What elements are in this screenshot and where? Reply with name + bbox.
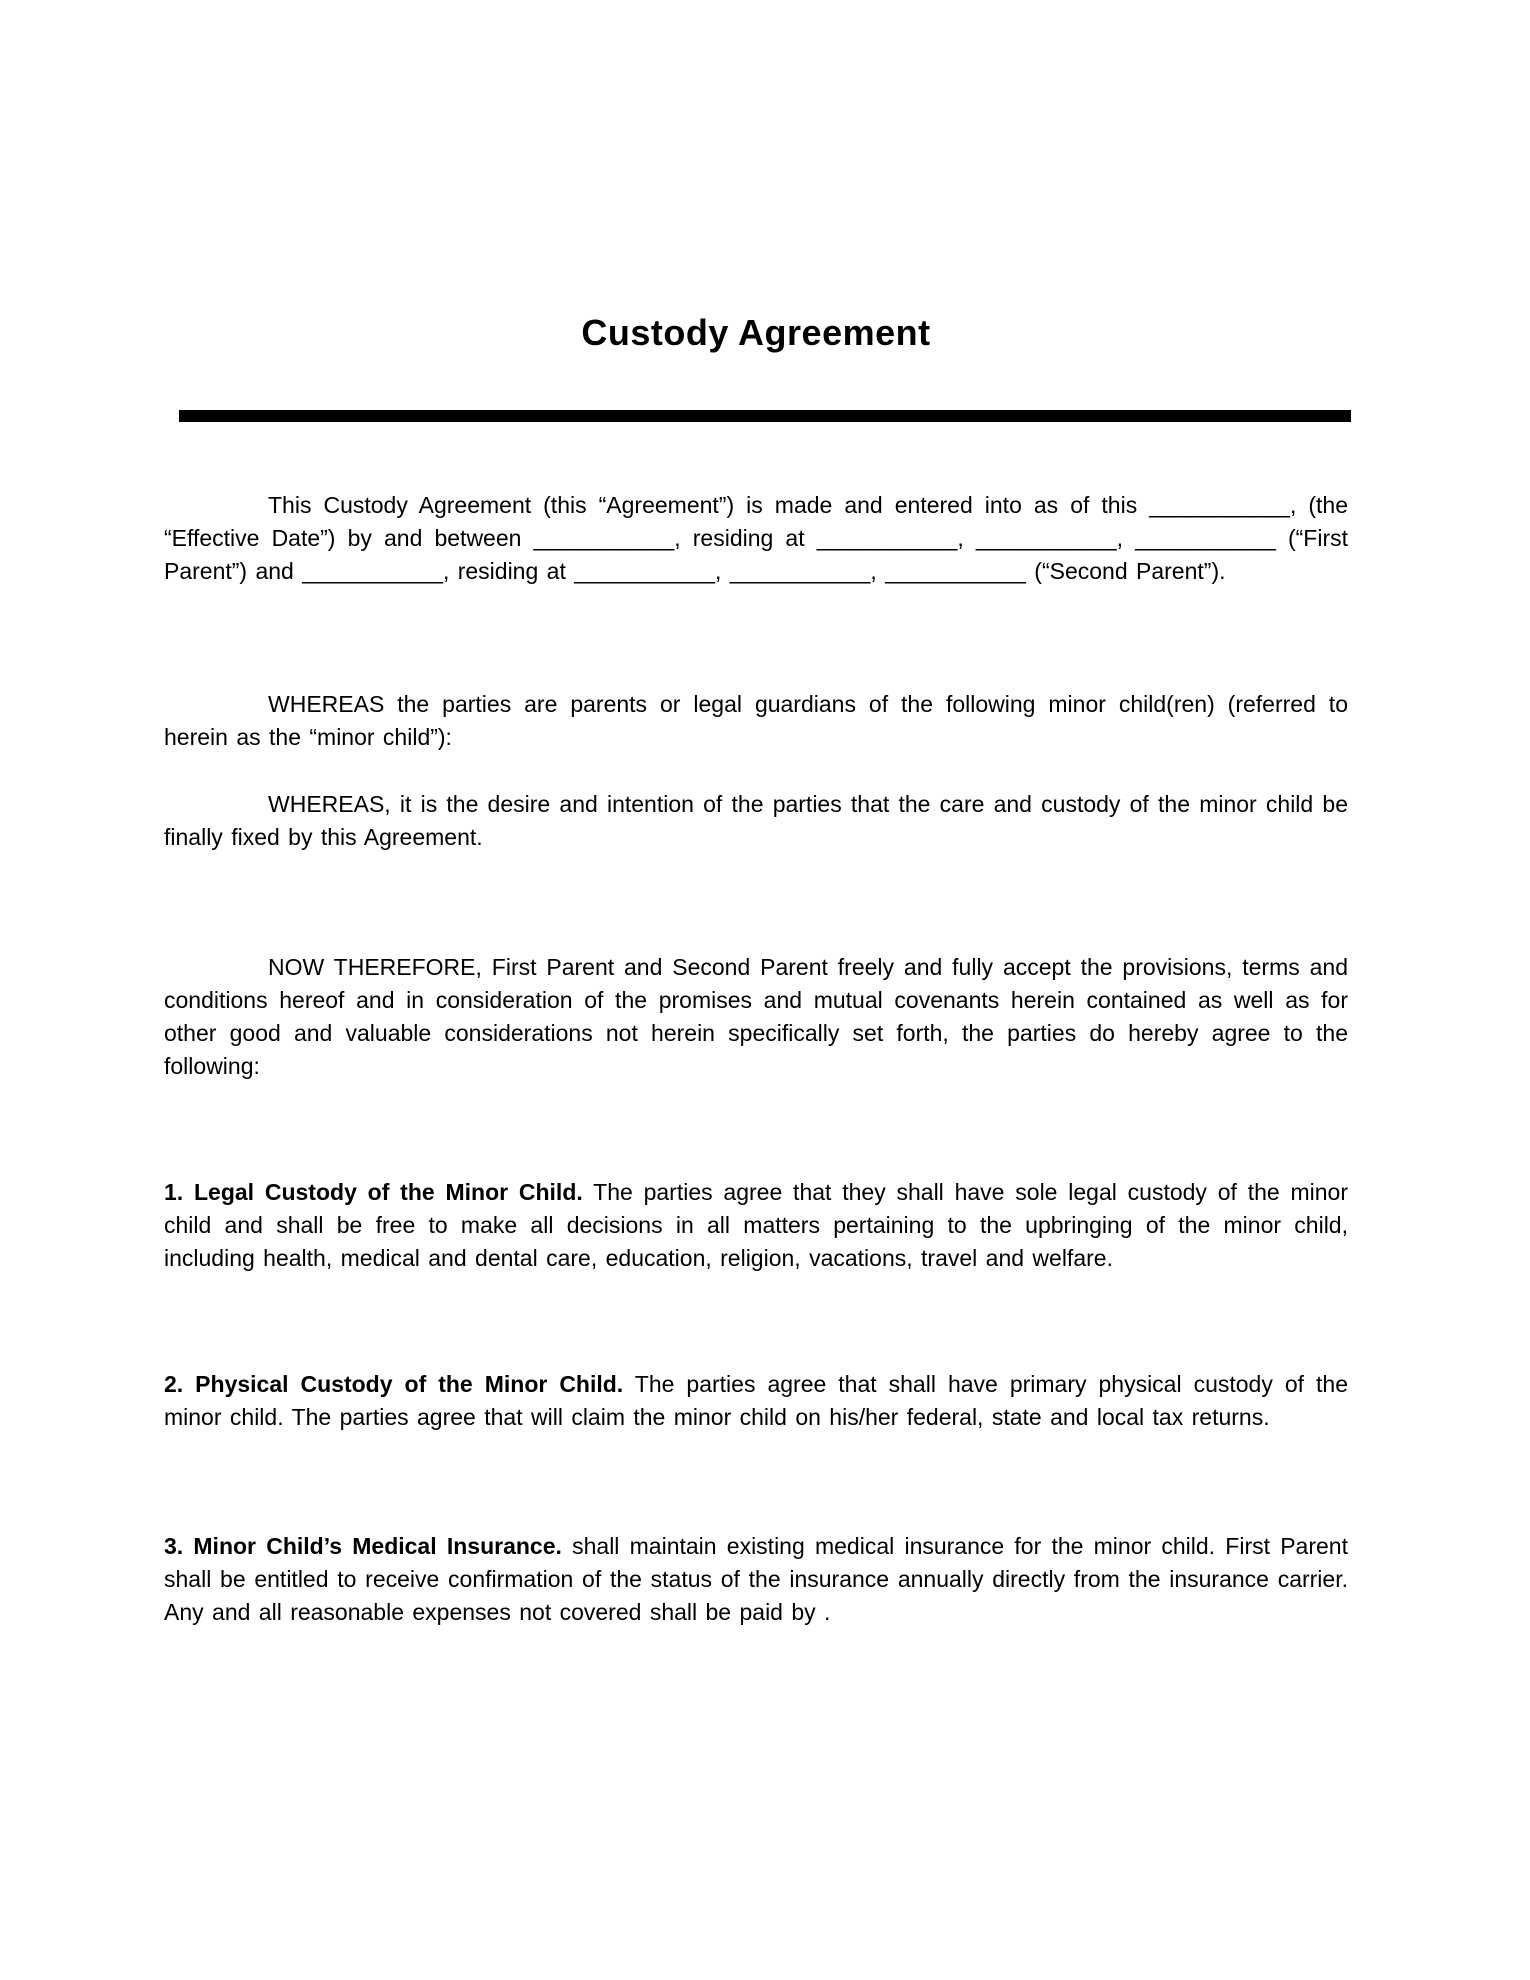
recital-paragraph-1: WHEREAS the parties are parents or legal guardians of the following minor child(ren) (referred to herein as the “minor child”):: [164, 691, 1348, 750]
section-3-paragraph: [164, 1530, 1348, 1629]
recital-paragraph-2: WHEREAS, it is the desire and intention of the parties that the care and custody of the minor child be finally fixed by this Agreement.: [164, 791, 1348, 850]
section-1-heading: 1. Legal Custody of the Minor Child.: [164, 1179, 583, 1205]
section-2-paragraph: [164, 1368, 1348, 1434]
section-3-body: shall maintain existing medical insurance for the minor child. First Parent shall be entitled to receive confirmation of the status of the insurance annually directly from the insurance carrier. Any and all reasonable expenses not covered shall be paid by .: [164, 1533, 1348, 1625]
horizontal-divider: [179, 410, 1351, 422]
section-1-body: The parties agree that they shall have sole legal custody of the minor child and shall be free to make all decisions in all matters pertaining to the upbringing of the minor child, including health, medical and dental care, education, religion, vacations, travel and welfare.: [164, 1179, 1349, 1271]
document-title: Custody Agreement: [581, 312, 931, 353]
section-1-paragraph: [164, 1176, 1348, 1275]
now-therefore-paragraph: NOW THEREFORE, First Parent and Second Parent freely and fully accept the provisions, terms and conditions hereof and in consideration of the promises and mutual covenants herein contained as well as for other good and valuable considerations not herein specifically set forth, the parties do hereby agree to the following:: [164, 954, 1348, 1079]
document-content: [164, 312, 1348, 1629]
section-2-heading: 2. Physical Custody of the Minor Child.: [164, 1371, 624, 1397]
section-3-heading: 3. Minor Child’s Medical Insurance.: [164, 1533, 562, 1559]
intro-paragraph: This Custody Agreement (this “Agreement”) is made and entered into as of this ___________, (the “Effective Date”) by and between ___________, residing at ___________, ___________, ___________ (“First Parent”) and ___________, residing at ___________, ___________, ___________ (“Second Parent”).: [164, 492, 1348, 584]
section-2-body: The parties agree that shall have primary physical custody of the minor child. The parties agree that will claim the minor child on his/her federal, state and local tax returns.: [164, 1371, 1348, 1430]
